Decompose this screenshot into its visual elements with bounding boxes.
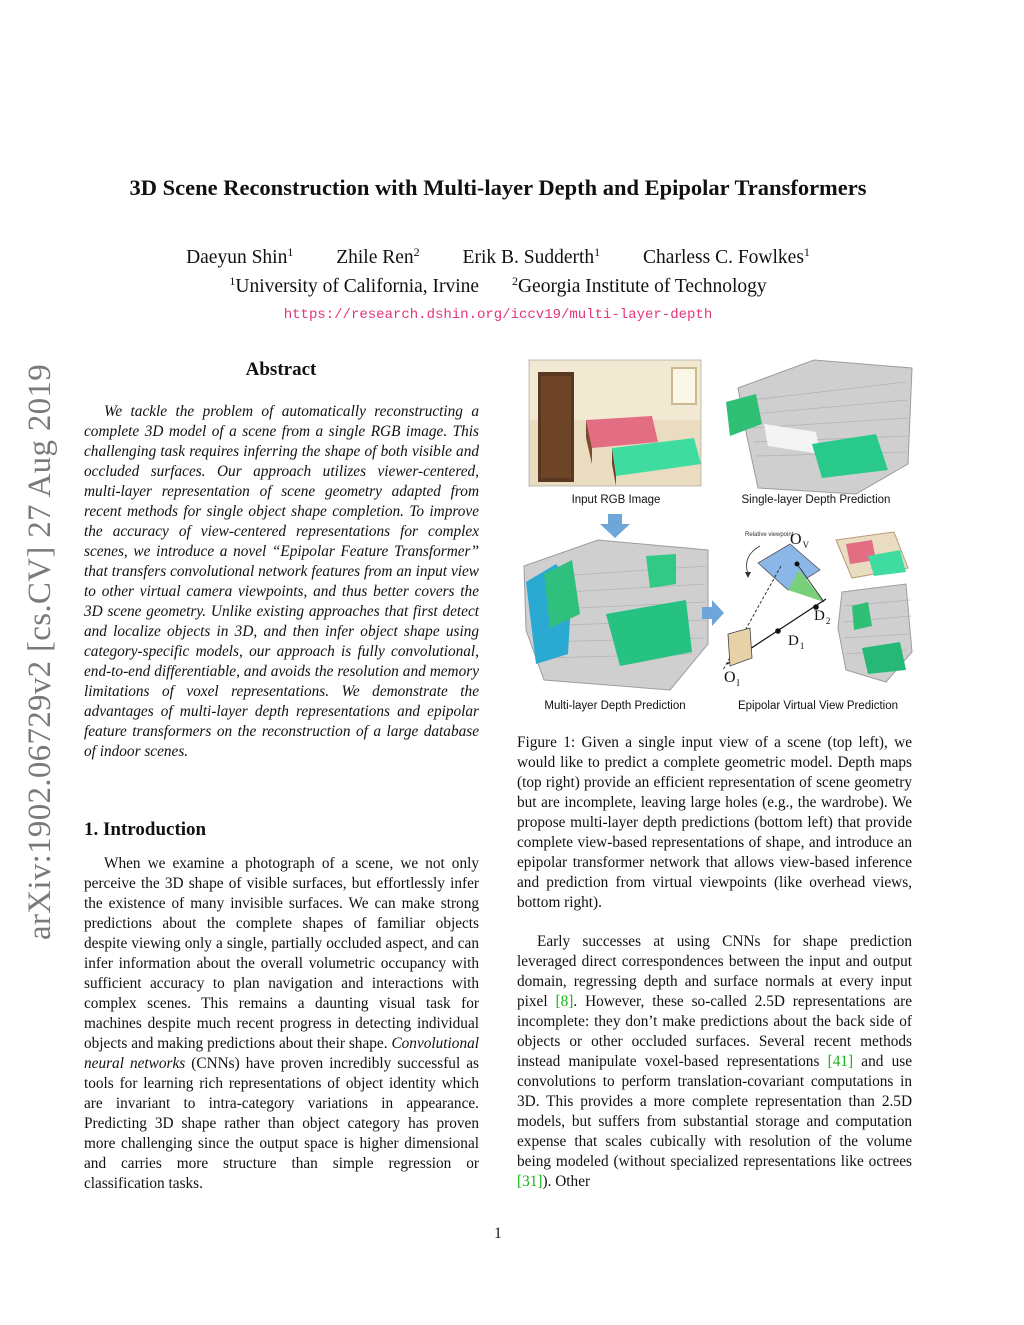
introduction-paragraph: When we examine a photograph of a scene, we not only perceive the 3D shape of visible surfaces, but effortlessly infer the existence of many invisible surfaces. We can make strong predictions about the complete shapes of familiar objects despite viewing only a single, partially occluded aspect, and can infer information about the overall volumetric occupancy with sufficient accuracy to plan navigation and interactions with complex scenes. This remains a daunting visual task for machines despite much recent progress in detecting individual objects and making predictions about their shape. Convolutional neural networks (CNNs) have proven incredibly successful as tools for learning rich representations of object identity which are invariant to intra-category variations in appearance. Predicting 3D shape rather than object category has proven more challenging since the output space is higher dimensional and carries more structure than simple regression or classification tasks. xyxy=(84,855,479,1192)
paper-title: 3D Scene Reconstruction with Multi-layer Depth and Epipolar Transformers xyxy=(129,175,867,200)
label-single-layer: Single-layer Depth Prediction xyxy=(741,494,891,506)
input-rgb-image xyxy=(529,360,701,486)
label-input-rgb: Input RGB Image xyxy=(571,494,661,506)
label-ov: $O_V$ xyxy=(790,531,810,550)
down-arrow-icon xyxy=(600,514,630,538)
right-column-paragraph: Early successes at using CNNs for shape prediction leveraged direct correspondences between the input and output domain, regressing depth and surface normals at every input pixel [8]. However, these so-called 2.5D representations are incomplete: they don’t make predictions about the back side of objects or other occluded surfaces. Several recent methods instead manipulate voxel-based representations [41] and use convolutions to perform translation-covariant computations in 3D. This provides a more complete representation than 2.5D models, but suffers from substantial storage and computation expense that scales cubically with resolution of the volume being modeled (without specialized representations like octrees [31]). Other xyxy=(517,933,912,1190)
label-oi: $O_I$ xyxy=(724,669,740,688)
author-list xyxy=(60,247,936,269)
virtual-view-prediction-image xyxy=(836,532,912,682)
label-multi-layer: Multi-layer Depth Prediction xyxy=(544,700,686,712)
citation-link[interactable]: [41] xyxy=(827,1053,854,1070)
arxiv-identifier: arXiv:1902.06729v2 [cs.CV] 27 Aug 2019 xyxy=(22,363,58,940)
author: Charless C. Fowlkes$^1$ xyxy=(643,245,810,268)
author: Zhile Ren$^2$ xyxy=(336,245,420,268)
affiliation-list xyxy=(60,276,936,298)
label-epipolar: Epipolar Virtual View Prediction xyxy=(737,700,899,712)
figure-1-graphic xyxy=(516,352,916,722)
author: Daeyun Shin$^1$ xyxy=(186,245,294,268)
citation-link[interactable]: [31] xyxy=(517,1173,543,1190)
project-url-link[interactable]: https://research.dshin.org/iccv19/multi-layer-depth xyxy=(283,307,713,323)
abstract-heading: Abstract xyxy=(245,359,317,380)
figure-1-caption: Figure 1: Given a single input view of a scene (top left), we would like to predict a complete geometric model. Depth maps (top right) provide an efficient representation of scene geometry but are incomplete, leaving large holes (e.g., the wardrobe). We propose multi-layer depth predictions (bottom left) that provide complete view-based representations of shape, and introduce an epipolar transformer network that allows view-based inference and prediction from virtual viewpoints (like overhead views, bottom right). xyxy=(517,734,912,911)
affiliation: $^1$University of California, Irvine xyxy=(229,274,480,297)
epipolar-diagram xyxy=(723,531,830,688)
label-d2: $D_2$ xyxy=(814,608,831,626)
relative-viewpoint-text: Relative viewpoint xyxy=(745,532,794,538)
multi-layer-depth-image xyxy=(524,540,708,690)
single-layer-depth-image xyxy=(726,360,912,494)
label-d1: $D_1$ xyxy=(788,633,805,651)
page-number: 1 xyxy=(494,1225,502,1242)
author: Erik B. Sudderth$^1$ xyxy=(462,245,601,268)
affiliation: $^2$Georgia Institute of Technology xyxy=(511,274,767,297)
introduction-heading: 1. Introduction xyxy=(84,819,207,840)
citation-link[interactable]: [8] xyxy=(555,993,574,1010)
input-image-plane xyxy=(728,628,752,666)
abstract-text: We tackle the problem of automatically reconstructing a complete 3D model of a scene from a single RGB image. This challenging task requires inferring the shape of both visible and occluded surfaces. Our approach utilizes viewer-centered, multi-layer representation of scene geometry adapted from recent methods for single object shape completion. To improve the accuracy of view-centered representations for complex scenes, we introduce a novel “Epipolar Feature Transformer” that transfers convolutional network features from an input view to other virtual camera viewpoints, and thus better covers the 3D scene geometry. Unlike existing approaches that first detect and localize objects in 3D, and then infer object shape using category-specific models, our approach is fully convolutional, end-to-end differentiable, and avoids the resolution and memory limitations of voxel representations. We demonstrate the advantages of multi-layer depth representations and epipolar feature transformers on the reconstruction of a large database of indoor scenes. xyxy=(84,403,479,760)
figure-1 xyxy=(516,352,916,722)
